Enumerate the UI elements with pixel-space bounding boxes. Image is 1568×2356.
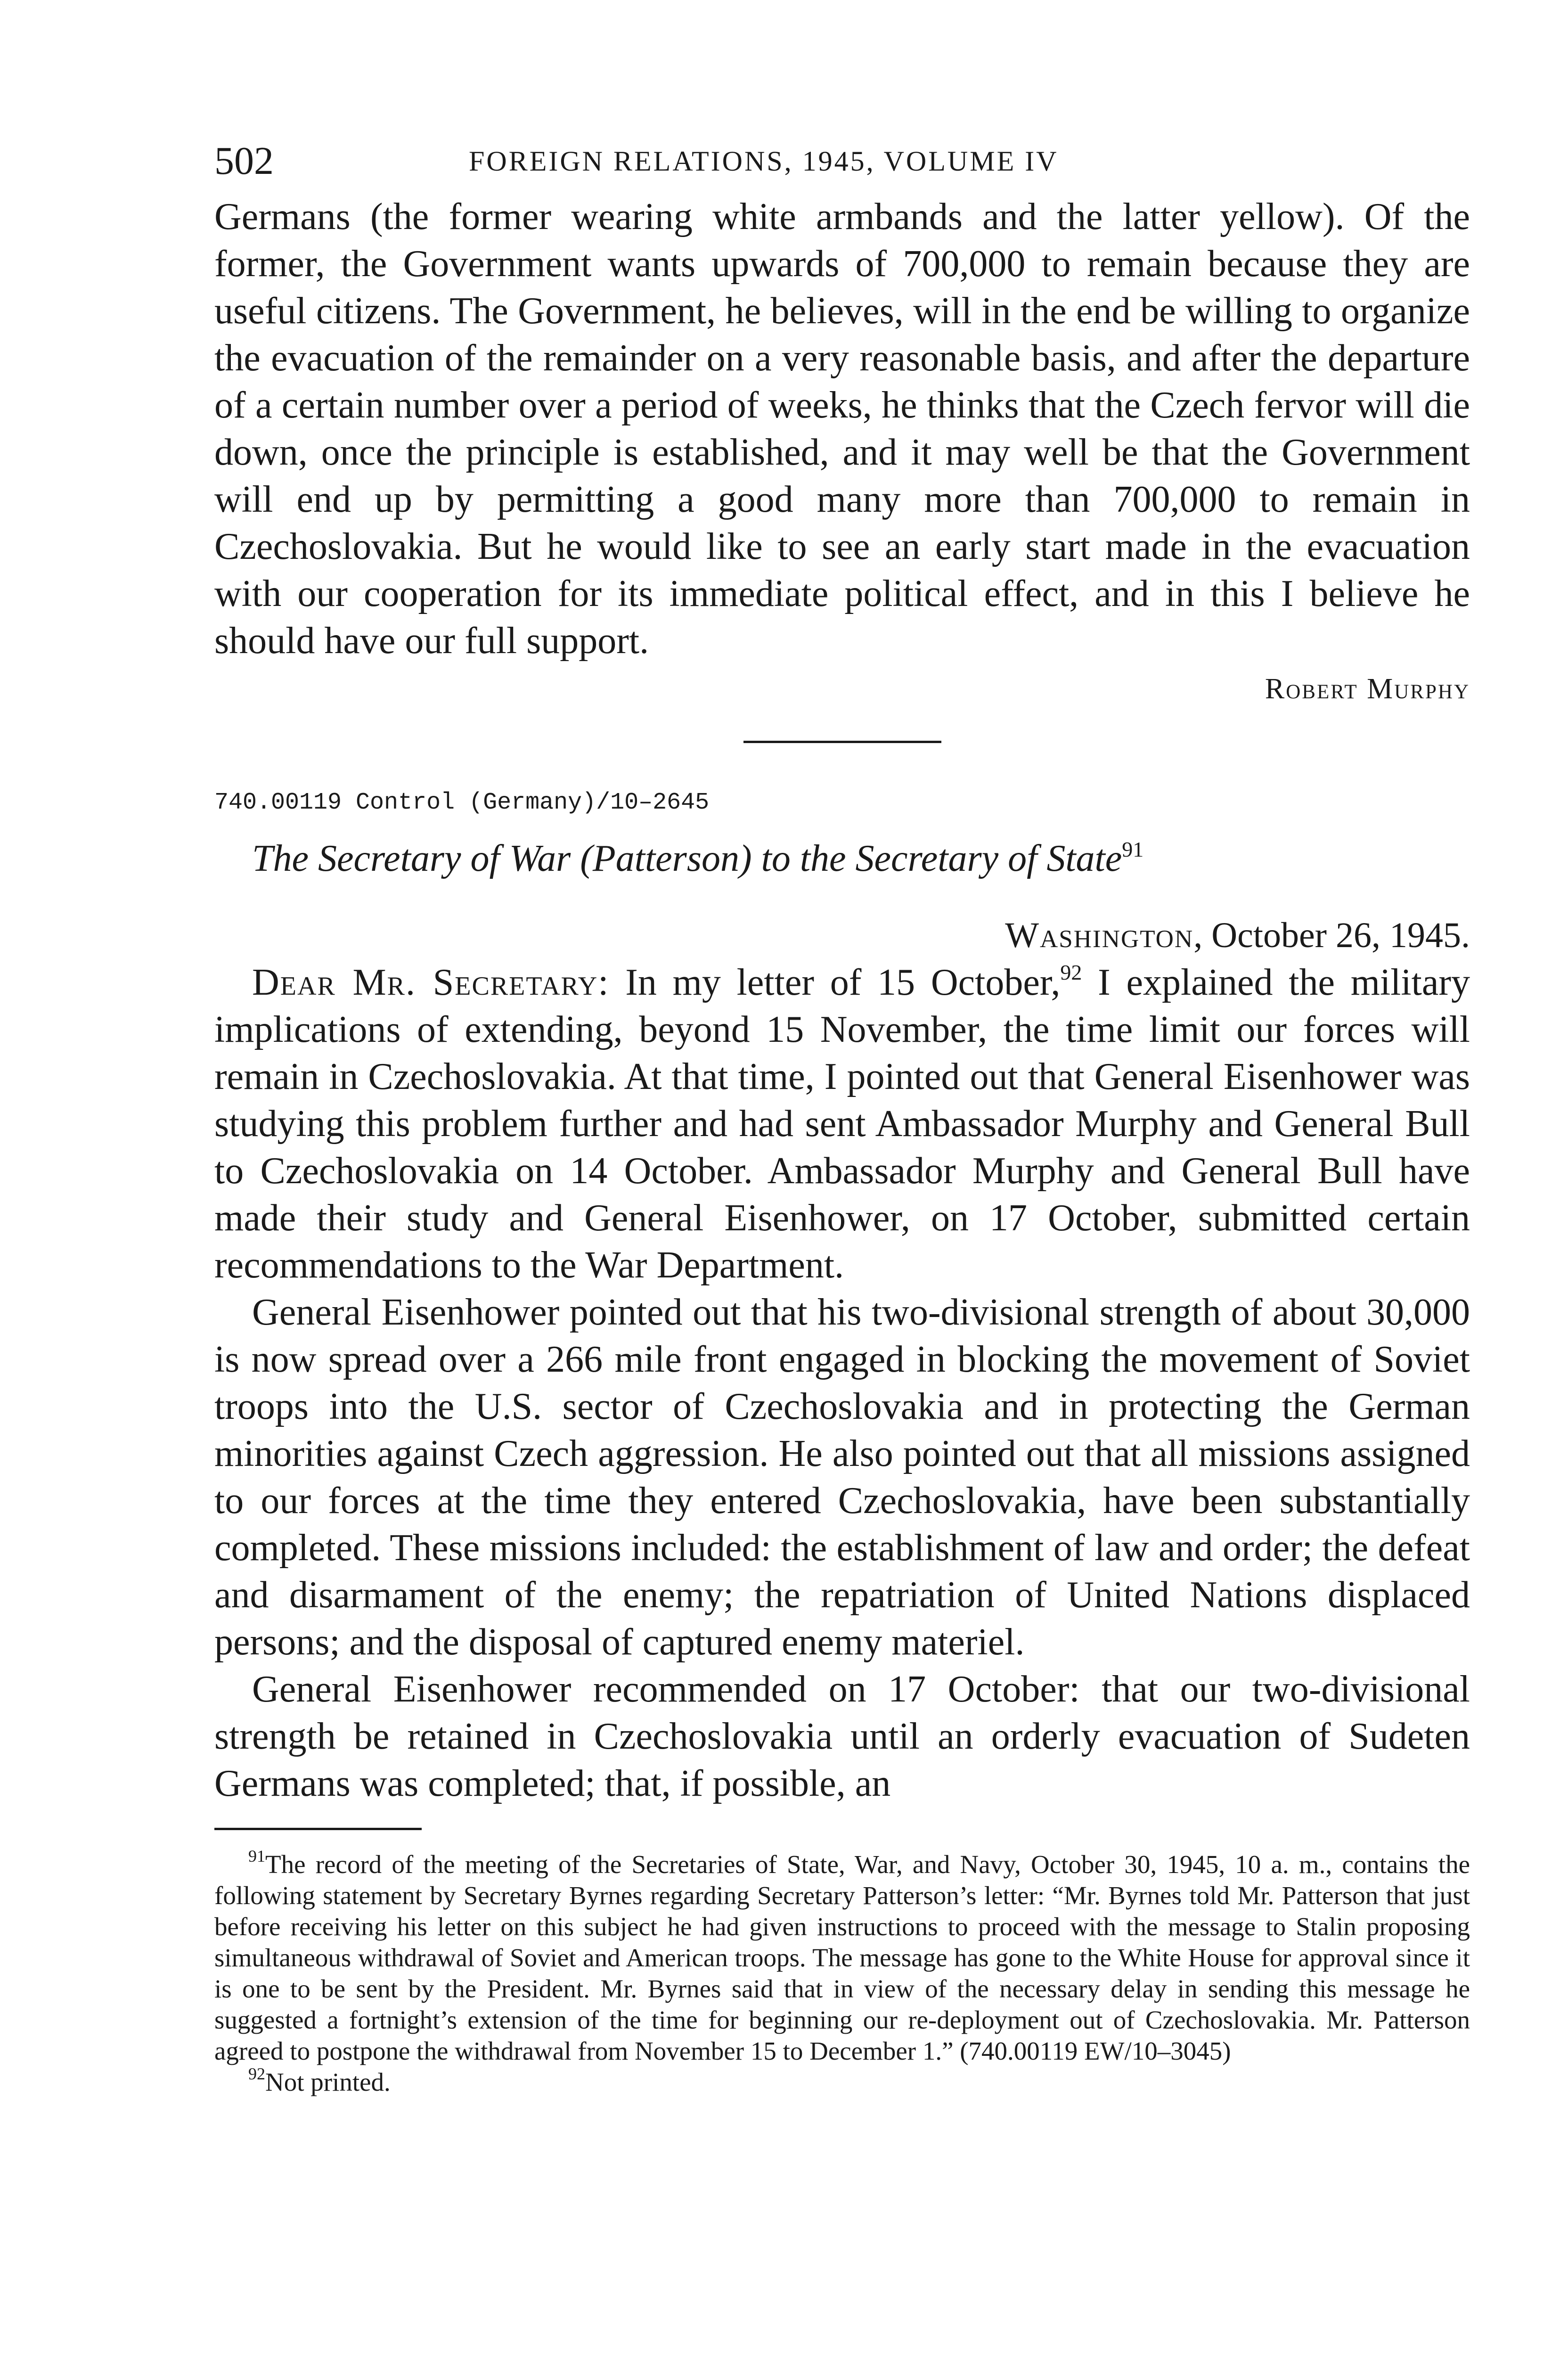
document-title-text: The Secretary of War (Patterson) to the Secretary of State <box>252 838 1122 879</box>
continuation-paragraph: Germans (the former wearing white armbands and the latter yellow). Of the former, the Government wants upwards of 700,000 to remain because they are useful citizens. The Government, he believes, will in the end be willing to organize the evacuation of the remainder on a very reasonable basis, and after the departure of a certain number over a period of weeks, he thinks that the Czech fervor will die down, once the principle is established, and it may well be that the Government will end up by permitting a good many more than 700,000 to remain in Czechoslovakia. But he would like to see an early start made in the evacuation with our cooperation for its immediate political effect, and in this I believe he should have our full support. <box>214 196 1470 662</box>
running-title: FOREIGN RELATIONS, 1945, VOLUME IV <box>469 146 1059 177</box>
running-head <box>214 141 1470 193</box>
footnote-number: 92 <box>248 2064 265 2083</box>
letter-paragraph-1-text-b: I explained the military implications of extending, beyond 15 November, the time limit our forces will remain in Czechoslovakia. At that time, I pointed out that General Eisenhower was studying this problem further and had sent Ambassador Murphy and General Bull to Czechoslovakia on 14 October. Ambassador Murphy and General Bull have made their study and General Eisenhower, on 17 October, submitted certain recommendations to the War Department. <box>214 962 1470 1286</box>
title-footnote-ref[interactable]: 91 <box>1122 837 1144 861</box>
dateline-date: , October 26, 1945. <box>1193 916 1470 955</box>
footnotes <box>214 1849 1470 2098</box>
signature: Robert Murphy <box>1265 673 1470 705</box>
letter-paragraph-1 <box>214 959 1470 1289</box>
dateline <box>214 912 1470 959</box>
page-number: 502 <box>214 139 274 183</box>
footnote-ref-92[interactable]: 92 <box>1060 960 1082 984</box>
document-title <box>214 833 1470 884</box>
footnote-text: Not printed. <box>265 2068 391 2096</box>
letter-paragraph-3: General Eisenhower recommended on 17 October: that our two-divisional strength be retained in Czechoslovakia until an orderly evacuation of Sudeten Germans was completed; that, if possible, an <box>214 1669 1470 1804</box>
footnote-91 <box>214 1849 1470 2067</box>
footnote-number: 91 <box>248 1847 265 1865</box>
letter-paragraph-2: General Eisenhower pointed out that his two-divisional strength of about 30,000 is now spread over a 266 mile front engaged in blocking the movement of Soviet troops into the U.S. sector of Czechoslovakia and in protecting the German minorities against Czech aggression. He also pointed out that all missions assigned to our forces at the time they entered Czechoslovakia, have been substantially completed. These missions included: the establishment of law and order; the defeat and disarmament of the enemy; the repatriation of United Nations displaced persons; and the disposal of captured enemy materiel. <box>214 1292 1470 1663</box>
document-page <box>214 141 1470 2098</box>
footnote-divider <box>214 1828 422 1830</box>
footnote-92 <box>214 2064 1470 2098</box>
salutation: Dear Mr. Secretary: <box>252 962 610 1003</box>
section-divider <box>743 741 941 743</box>
file-number: 740.00119 Control (Germany)/10–2645 <box>214 789 710 816</box>
footnote-text: The record of the meeting of the Secretaries of State, War, and Navy, October 30, 1945, 10 a. m., contains the following statement by Secretary Byrnes regarding Secretary Patterson’s letter: “Mr. Byrnes told Mr. Patterson that just before receiving his letter on this subject he had given instructions to proceed with the message to Stalin proposing simultaneous withdrawal of Soviet and American troops. The message has gone to the White House for approval since it is one to be sent by the President. Mr. Byrnes said that in view of the necessary delay in sending this message he suggested a fortnight’s extension of the time for beginning our re-deployment out of Czechoslovakia. Mr. Patterson agreed to postpone the withdrawal from November 15 to December 1.” (740.00119 EW/10–3045) <box>214 1850 1470 2065</box>
dateline-place: Washington <box>1005 916 1194 955</box>
letter-paragraph-1-text-a: In my letter of 15 October, <box>609 962 1061 1003</box>
